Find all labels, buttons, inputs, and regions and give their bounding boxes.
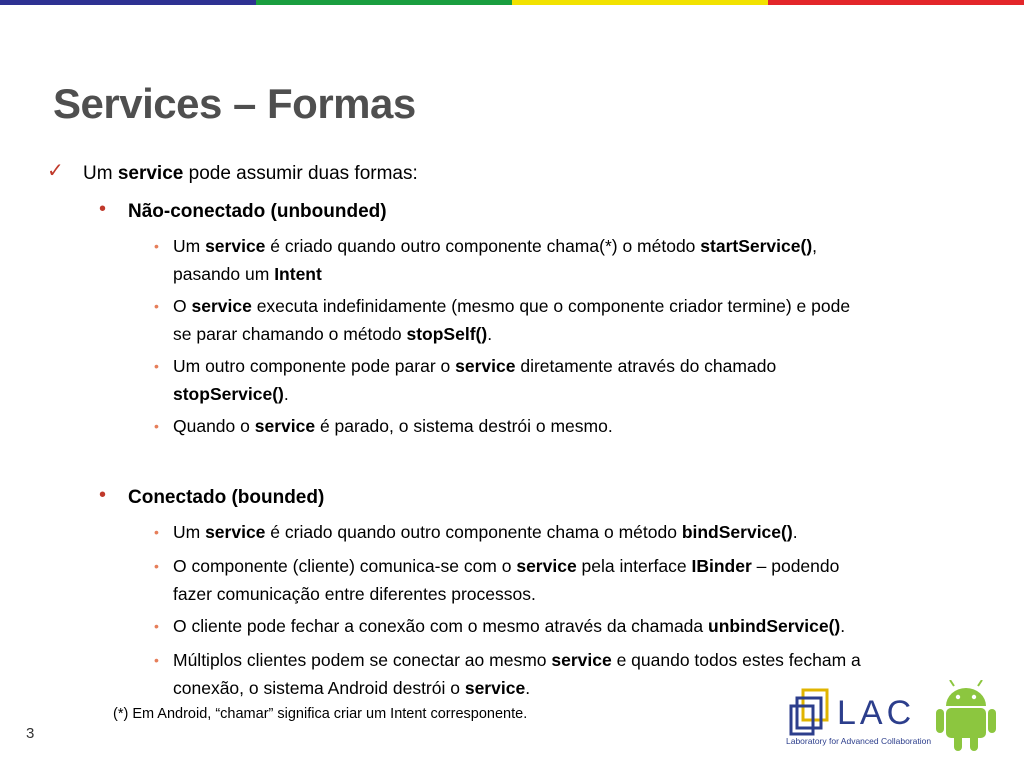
top-bar-yellow [512,0,768,5]
sub-bullet-icon: • [154,652,159,668]
sub-bullet-icon: • [154,558,159,574]
item-keyword: service [551,650,612,670]
intro-text-end: pode assumir duas formas: [183,163,418,184]
bounded-item-4-line-2 [173,674,530,702]
item-text: é criado quando outro componente chama(*) o método [265,236,701,256]
item-text: . [487,324,493,344]
item-text: pela interface [576,556,692,576]
item-keyword: service [191,296,252,316]
unbounded-item-2-line-2 [173,320,492,348]
slide-title: Services – Formas [53,80,416,127]
item-text: . [525,678,531,698]
item-text: Um outro componente pode parar o [173,356,456,376]
item-text: Um [173,522,206,542]
bullet-dot-icon: • [99,198,107,220]
bullet-dot-icon: • [99,484,107,506]
sub-bullet-icon: • [154,298,159,314]
item-text: Quando o [173,416,255,436]
bounded-item-3-line-1 [173,612,845,640]
item-method: bindService() [681,522,793,542]
bounded-heading-text: Conectado (bounded) [128,487,325,508]
item-text: é criado quando outro componente chama o método [265,522,682,542]
item-keyword: service [205,522,266,542]
top-bar-green [256,0,512,5]
sub-bullet-icon: • [154,524,159,540]
lac-logo [785,684,930,748]
item-text: O cliente pode fechar a conexão com o mesmo através da chamada [173,616,709,636]
item-keyword: service [464,678,526,698]
item-text: executa indefinidamente (mesmo que o componente criador termine) e pode [251,296,851,316]
item-text: Múltiplos clientes podem se conectar ao mesmo [173,650,552,670]
page-number: 3 [26,725,35,742]
item-text: – podendo [751,556,840,576]
item-method: stopSelf() [406,324,488,344]
item-keyword: service [455,356,516,376]
item-text: conexão, o sistema Android destrói o [173,678,465,698]
item-keyword: service [516,556,577,576]
item-text: Um [173,236,206,256]
intro-text: Um [83,163,118,184]
lac-emblem-icon [789,688,839,738]
item-keyword: service [254,416,316,436]
unbounded-item-3-line-2 [173,380,289,408]
item-text: O [173,296,192,316]
unbounded-item-4-line-1 [173,412,613,440]
sub-bullet-icon: • [154,238,159,254]
item-keyword: Intent [274,264,322,284]
lac-subtitle: Laboratory for Advanced Collaboration [786,736,932,746]
unbounded-heading [128,198,387,226]
item-text: O componente (cliente) comunica-se com o [173,556,517,576]
unbounded-heading-text: Não-conectado (unbounded) [128,201,387,222]
bounded-item-2-line-2 [173,580,536,608]
top-bar-red [768,0,1024,5]
top-bar-blue [0,0,256,5]
sub-bullet-icon: • [154,418,159,434]
item-text: se parar chamando o método [173,324,407,344]
item-method: startService() [700,236,813,256]
item-text: . [840,616,846,636]
item-text: fazer comunicação entre diferentes processos. [173,584,536,604]
item-method: unbindService() [708,616,841,636]
intro-keyword: service [117,163,184,184]
unbounded-item-1-line-1 [173,232,817,260]
footnote: (*) Em Android, “chamar” significa criar um Intent corresponente. [113,706,528,722]
item-interface: IBinder [691,556,752,576]
unbounded-item-1-line-2 [173,260,322,288]
item-text: . [792,522,798,542]
top-color-bar [0,0,1024,5]
bounded-item-1-line-1 [173,518,798,546]
item-text: é parado, o sistema destrói o mesmo. [315,416,613,436]
bounded-item-2-line-1 [173,552,839,580]
item-text: . [283,384,289,404]
item-keyword: service [205,236,266,256]
android-robot-icon [934,680,998,752]
checkmark-icon: ✓ [47,160,64,182]
lac-wordmark: LAC [837,694,916,732]
item-text: pasando um [173,264,275,284]
item-method: stopService() [173,384,284,404]
bounded-heading [128,484,324,512]
sub-bullet-icon: • [154,618,159,634]
unbounded-item-2-line-1 [173,292,850,320]
unbounded-item-3-line-1 [173,352,776,380]
sub-bullet-icon: • [154,358,159,374]
intro-line [83,160,418,188]
item-text: , [812,236,818,256]
item-text: diretamente através do chamado [515,356,777,376]
item-text: e quando todos estes fecham a [611,650,861,670]
bounded-item-4-line-1 [173,646,861,674]
